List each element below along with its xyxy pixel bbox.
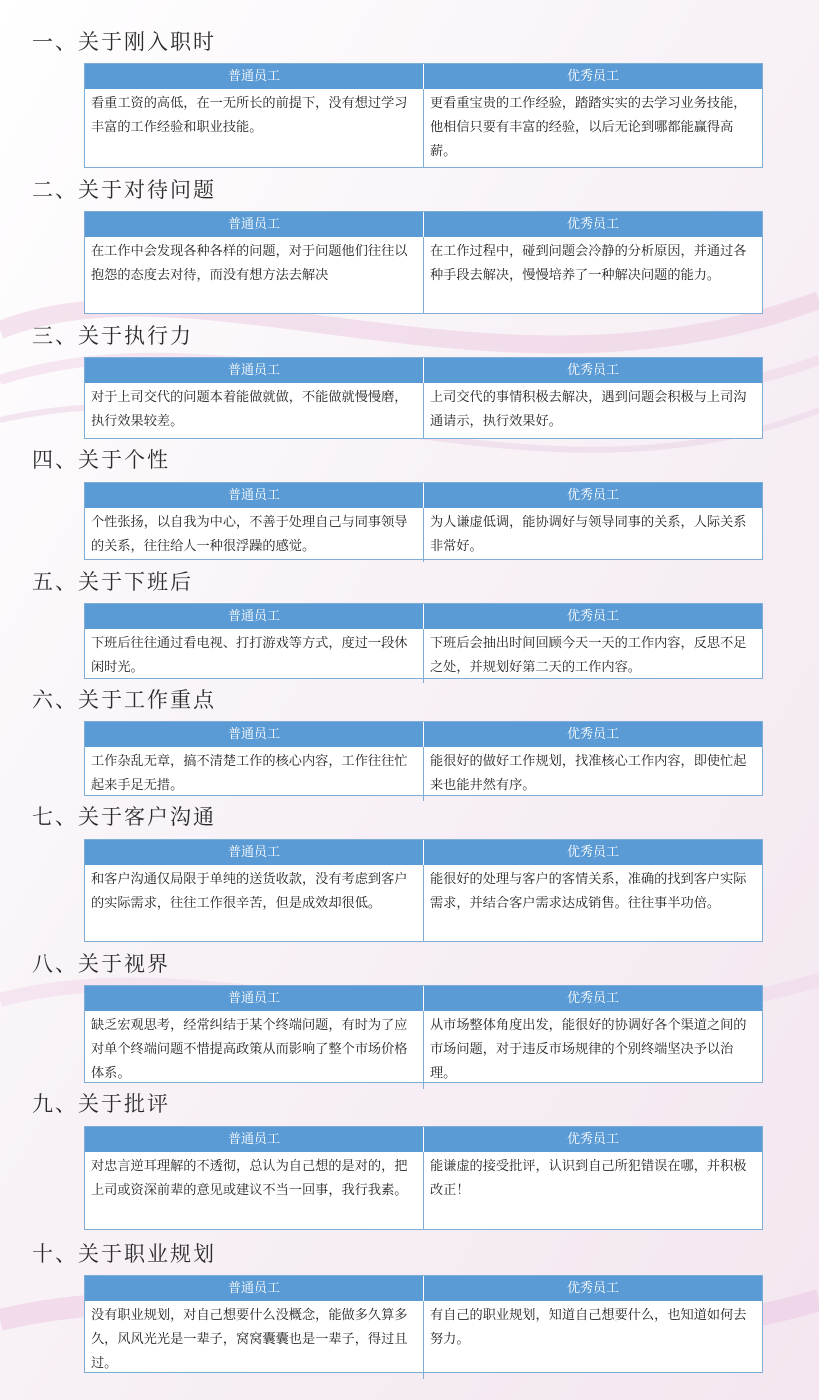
table-row: [85, 1301, 762, 1379]
ordinary-cell: 缺乏宏观思考，经常纠结于某个终端问题，有时为了应对单个终端问题不惜提高政策从而影响了整个市场价格体系。: [85, 1011, 424, 1089]
table-row: [85, 747, 762, 801]
comparison-table: [84, 1275, 763, 1373]
comparison-table: [84, 63, 763, 168]
section-title: 四、关于个性: [32, 448, 170, 472]
section-title: 一、关于刚入职时: [32, 30, 216, 54]
section-title: 八、关于视界: [32, 952, 170, 976]
section-title: 六、关于工作重点: [32, 688, 216, 712]
ordinary-cell: 对于上司交代的问题本着能做就做，不能做就慢慢磨，执行效果较差。: [85, 383, 424, 438]
ordinary-cell: 看重工资的高低，在一无所长的前提下，没有想过学习丰富的工作经验和职业技能。: [85, 89, 424, 167]
header-ordinary: 普通员工: [85, 604, 424, 629]
excellent-cell: 从市场整体角度出发，能很好的协调好各个渠道之间的市场问题，对于违反市场规律的个别终端坚决予以治理。: [430, 1018, 747, 1081]
excellent-cell: 能很好的做好工作规划，找准核心工作内容，即使忙起来也能井然有序。: [430, 754, 747, 793]
excellent-cell: 能谦虚的接受批评，认识到自己所犯错误在哪，并积极改正！: [430, 1159, 747, 1198]
comparison-table: [84, 357, 763, 439]
excellent-cell: 更看重宝贵的工作经验，踏踏实实的去学习业务技能，他相信只要有丰富的经验，以后无论到哪都能赢得高薪。: [430, 96, 747, 159]
header-excellent: 优秀员工: [566, 991, 619, 1006]
header-ordinary: 普通员工: [85, 986, 424, 1011]
comparison-table: [84, 211, 763, 314]
section-title: 十、关于职业规划: [32, 1242, 216, 1266]
table-row: [85, 629, 762, 683]
comparison-table: [84, 721, 763, 796]
header-ordinary: 普通员工: [85, 722, 424, 747]
header-ordinary: 普通员工: [85, 1276, 424, 1301]
table-header: [85, 1127, 762, 1152]
table-row: [85, 865, 762, 941]
excellent-cell: 下班后会抽出时间回顾今天一天的工作内容，反思不足之处，并规划好第二天的工作内容。: [430, 636, 747, 675]
ordinary-cell: 对忠言逆耳理解的不透彻，总认为自己想的是对的，把上司或资深前辈的意见或建议不当一回事，我行我素。: [85, 1152, 424, 1229]
table-row: [85, 89, 762, 167]
comparison-table: [84, 1126, 763, 1230]
header-excellent: 优秀员工: [566, 1132, 619, 1147]
excellent-cell: 上司交代的事情积极去解决，遇到问题会积极与上司沟通请示，执行效果好。: [430, 390, 747, 429]
table-header: [85, 1276, 762, 1301]
header-ordinary: 普通员工: [85, 483, 424, 508]
table-row: [85, 1152, 762, 1229]
table-row: [85, 1011, 762, 1089]
header-excellent: 优秀员工: [566, 609, 619, 624]
header-ordinary: 普通员工: [85, 358, 424, 383]
excellent-cell: 能很好的处理与客户的客情关系，准确的找到客户实际需求，并结合客户需求达成销售。往往事半功倍。: [430, 872, 747, 911]
table-header: [85, 358, 762, 383]
header-excellent: 优秀员工: [566, 217, 619, 232]
header-excellent: 优秀员工: [566, 363, 619, 378]
table-header: [85, 212, 762, 237]
table-row: [85, 237, 762, 313]
ordinary-cell: 工作杂乱无章，搞不清楚工作的核心内容，工作往往忙起来手足无措。: [85, 747, 424, 801]
table-row: [85, 383, 762, 438]
header-ordinary: 普通员工: [85, 840, 424, 865]
excellent-cell: 有自己的职业规划，知道自己想要什么，也知道如何去努力。: [430, 1308, 747, 1347]
comparison-table: [84, 603, 763, 679]
header-excellent: 优秀员工: [566, 845, 619, 860]
ordinary-cell: 个性张扬，以自我为中心，不善于处理自己与同事领导的关系，往往给人一种很浮躁的感觉。: [85, 508, 424, 562]
ordinary-cell: 和客户沟通仅局限于单纯的送货收款，没有考虑到客户的实际需求，往往工作很辛苦，但是成效却很低。: [85, 865, 424, 941]
section-title: 二、关于对待问题: [32, 178, 216, 202]
header-ordinary: 普通员工: [85, 1127, 424, 1152]
section-title: 三、关于执行力: [32, 324, 193, 348]
table-row: [85, 508, 762, 562]
table-header: [85, 483, 762, 508]
section-title: 七、关于客户沟通: [32, 805, 216, 829]
table-header: [85, 64, 762, 89]
ordinary-cell: 没有职业规划，对自己想要什么没概念，能做多久算多久，风风光光是一辈子，窝窝囊囊也是一辈子，得过且过。: [85, 1301, 424, 1379]
table-header: [85, 986, 762, 1011]
table-header: [85, 604, 762, 629]
table-header: [85, 722, 762, 747]
comparison-table: [84, 985, 763, 1083]
header-excellent: 优秀员工: [566, 488, 619, 503]
header-ordinary: 普通员工: [85, 64, 424, 89]
excellent-cell: 为人谦虚低调，能协调好与领导同事的关系，人际关系非常好。: [430, 515, 747, 554]
header-excellent: 优秀员工: [566, 69, 619, 84]
header-excellent: 优秀员工: [566, 1281, 619, 1296]
table-header: [85, 840, 762, 865]
ordinary-cell: 在工作中会发现各种各样的问题，对于问题他们往往以抱怨的态度去对待，而没有想方法去解决: [85, 237, 424, 313]
excellent-cell: 在工作过程中，碰到问题会冷静的分析原因，并通过各种手段去解决，慢慢培养了一种解决问题的能力。: [430, 244, 747, 283]
section-title: 九、关于批评: [32, 1092, 170, 1116]
section-title: 五、关于下班后: [32, 570, 193, 594]
header-ordinary: 普通员工: [85, 212, 424, 237]
header-excellent: 优秀员工: [566, 727, 619, 742]
comparison-table: [84, 839, 763, 942]
comparison-table: [84, 482, 763, 560]
ordinary-cell: 下班后往往通过看电视、打打游戏等方式，度过一段休闲时光。: [85, 629, 424, 683]
